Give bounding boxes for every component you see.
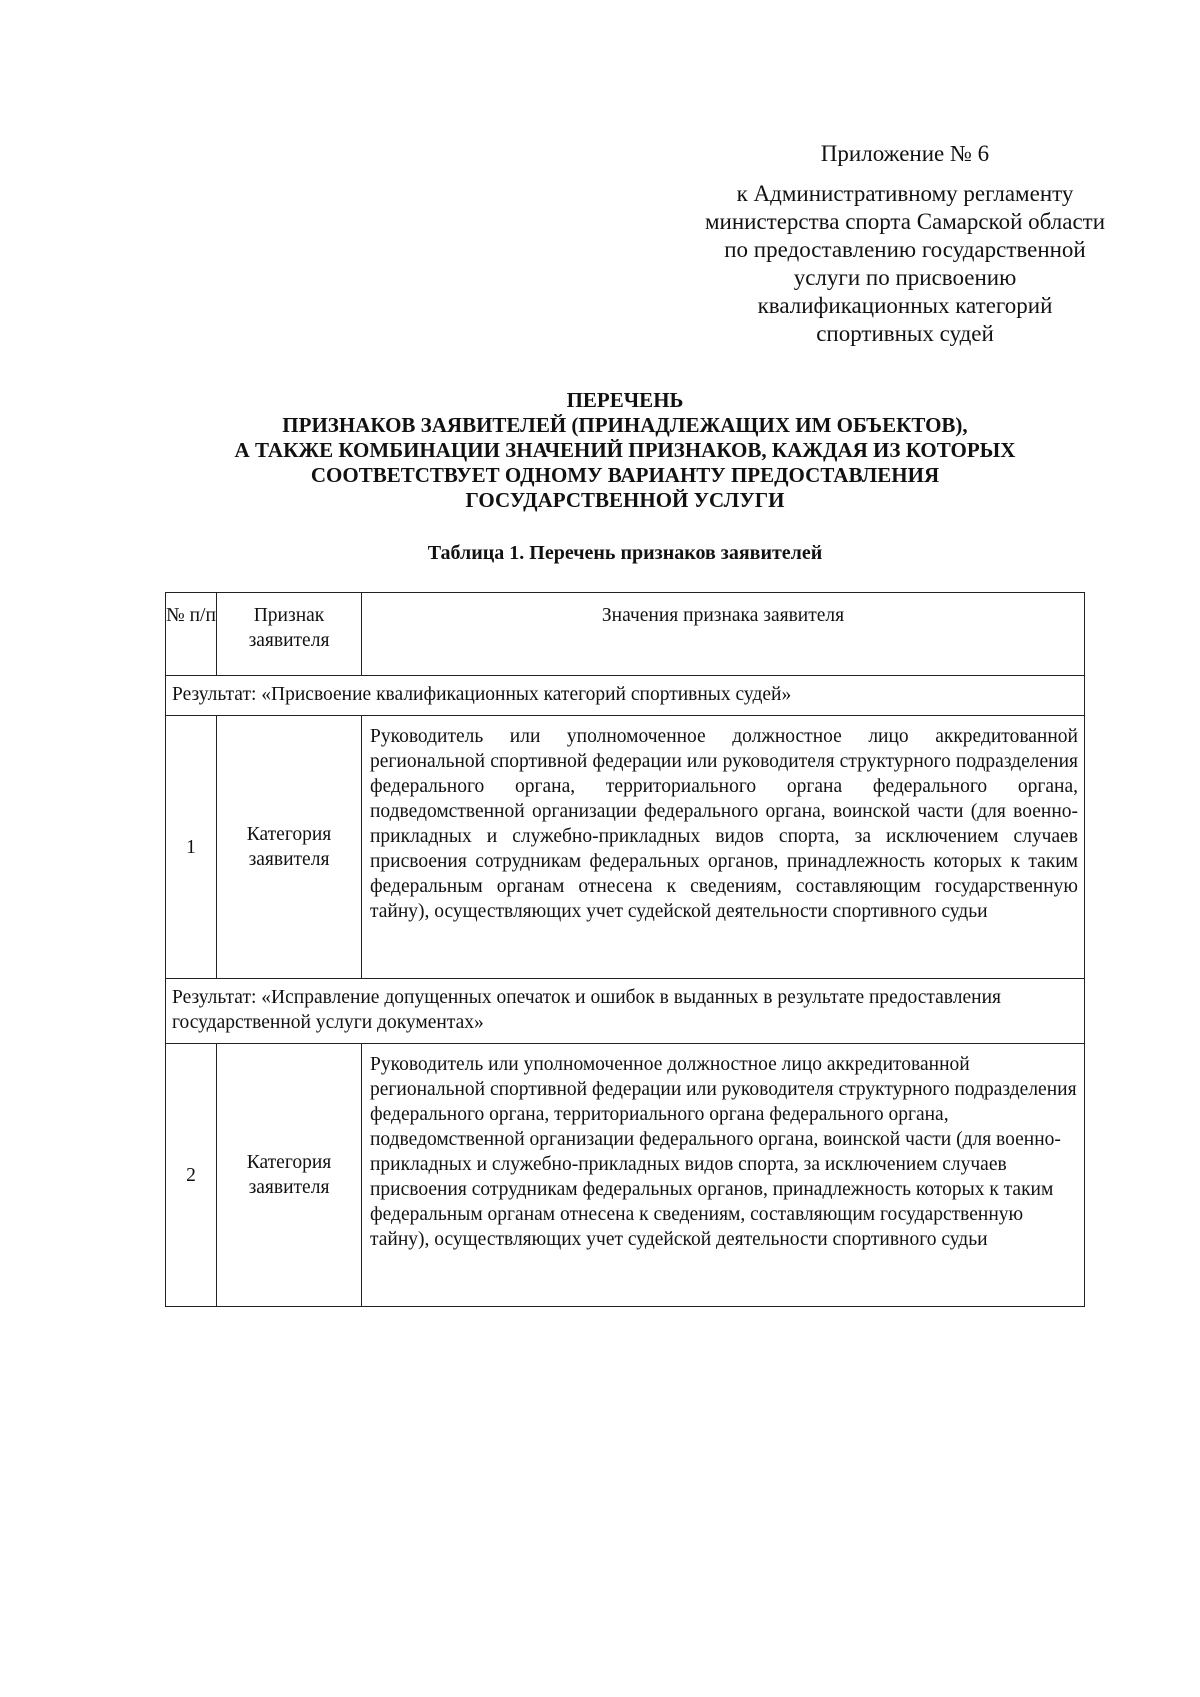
- header-attribute: Признак заявителя: [217, 593, 362, 676]
- row-number: 1: [166, 716, 217, 979]
- title-line: ПРИЗНАКОВ ЗАЯВИТЕЛЕЙ (ПРИНАДЛЕЖАЩИХ ИМ ОБЪЕКТОВ),: [282, 413, 968, 437]
- row-attribute: Категория заявителя: [217, 716, 362, 979]
- title-line: СООТВЕТСТВУЕТ ОДНОМУ ВАРИАНТУ ПРЕДОСТАВЛЕНИЯ: [310, 463, 940, 487]
- table-caption: Таблица 1. Перечень признаков заявителей: [427, 542, 823, 564]
- table-result-row: [166, 979, 1085, 1044]
- title-line: ГОСУДАРСТВЕННОЙ УСЛУГИ: [465, 488, 785, 512]
- table-row: [166, 1044, 1085, 1307]
- appendix-line: квалификационных категорий: [757, 293, 1053, 318]
- appendix-number: Приложение № 6: [820, 141, 990, 166]
- applicant-attributes-table: [165, 592, 1085, 1307]
- title-line: А ТАКЖЕ КОМБИНАЦИИ ЗНАЧЕНИЙ ПРИЗНАКОВ, КАЖДАЯ ИЗ КОТОРЫХ: [234, 438, 1016, 462]
- appendix-line: спортивных судей: [816, 321, 994, 346]
- table-result-row: [166, 676, 1085, 716]
- appendix-block: [680, 140, 1130, 348]
- row-number: 2: [166, 1044, 217, 1307]
- row-value: Руководитель или уполномоченное должностное лицо аккредитованной региональной спортивной федерации или руководителя структурного подразделения федерального органа, территориального органа федерального органа, подведомственной организации федерального органа, воинской части (для военно-прикладных и служебно-прикладных видов спорта, за исключением случаев присвоения сотрудникам федеральных органов, принадлежность которых к таким федеральным органам отнесена к сведениям, составляющим государственную тайну), осуществляющих учет судейской деятельности спортивного судьи: [362, 716, 1085, 979]
- row-attribute: Категория заявителя: [217, 1044, 362, 1307]
- header-values: Значения признака заявителя: [362, 593, 1085, 676]
- result-label: Результат: «Присвоение квалификационных категорий спортивных судей»: [166, 676, 1085, 716]
- header-num: № п/п: [166, 593, 217, 676]
- appendix-line: по предоставлению государственной: [724, 237, 1086, 262]
- title-line: ПЕРЕЧЕНЬ: [566, 388, 684, 412]
- table-header-row: [166, 593, 1085, 676]
- appendix-line: министерства спорта Самарской области: [704, 209, 1106, 234]
- document-title: [160, 388, 1090, 513]
- table-row: [166, 716, 1085, 979]
- row-value: Руководитель или уполномоченное должностное лицо аккредитованной региональной спортивной федерации или руководителя структурного подразделения федерального органа, территориального органа федерального органа, подведомственной организации федерального органа, воинской части (для военно-прикладных и служебно-прикладных видов спорта, за исключением случаев присвоения сотрудникам федеральных органов, принадлежность которых к таким федеральным органам отнесена к сведениям, составляющим государственную тайну), осуществляющих учет судейской деятельности спортивного судьи: [362, 1044, 1085, 1307]
- result-label: Результат: «Исправление допущенных опечаток и ошибок в выданных в результате предоставления государственной услуги документах»: [166, 979, 1085, 1044]
- appendix-line: услуги по присвоению: [793, 265, 1017, 290]
- appendix-line: к Административному регламенту: [736, 181, 1074, 206]
